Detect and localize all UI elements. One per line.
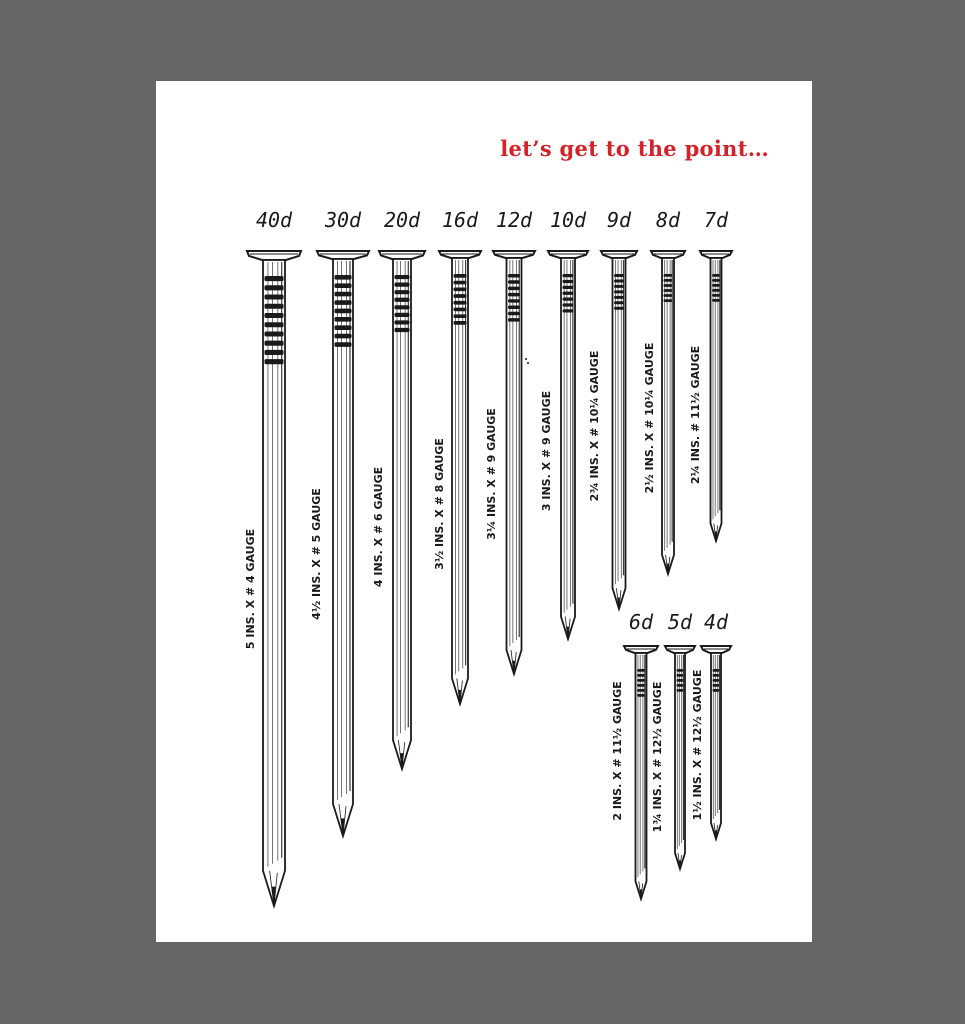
nail-groove — [664, 279, 673, 282]
nail-head — [247, 251, 301, 260]
nail-groove — [395, 275, 410, 279]
tagline: let’s get to the point… — [500, 136, 769, 161]
nail-12d — [485, 208, 535, 674]
nail-groove — [563, 303, 574, 306]
nail-10d — [540, 208, 588, 639]
nail-groove — [454, 274, 467, 278]
nail-groove — [265, 331, 284, 336]
nail-groove — [265, 285, 284, 290]
nail-size-label: 5d — [667, 610, 693, 634]
nail-spec-label: 1½ INS. X # 12½ GAUGE — [691, 669, 704, 821]
nail-groove — [563, 286, 574, 289]
nail-groove — [395, 320, 410, 324]
nail-groove — [664, 289, 673, 292]
nail-groove — [677, 674, 684, 677]
nail-groove — [454, 287, 467, 291]
nail-groove — [508, 293, 520, 296]
nail-size-label: 10d — [549, 208, 587, 232]
nail-7d — [689, 208, 732, 541]
nail-groove — [637, 669, 645, 672]
nail-groove — [563, 280, 574, 283]
nail-groove — [265, 276, 284, 281]
nail-groove — [395, 305, 410, 309]
nail-size-label: 30d — [324, 208, 362, 232]
nail-groove — [614, 274, 624, 277]
nail-groove — [265, 313, 284, 318]
nail-groove — [637, 679, 645, 682]
nail-groove — [664, 294, 673, 297]
nail-groove — [677, 684, 684, 687]
nail-groove — [265, 341, 284, 346]
nail-groove — [395, 283, 410, 287]
nail-groove — [508, 318, 520, 321]
nail-groove — [664, 274, 673, 277]
nail-groove — [335, 317, 352, 322]
nail-spec-label: 2¾ INS. X # 10¼ GAUGE — [588, 350, 601, 502]
nail-spec-label: 2¼ INS. # 11½ GAUGE — [689, 345, 702, 485]
nail-groove — [395, 328, 410, 332]
nail-groove — [335, 283, 352, 288]
nail-size-label: 6d — [628, 610, 654, 634]
nail-groove — [664, 284, 673, 287]
nail-groove — [712, 284, 720, 287]
nail-spec-label: 2½ INS. X # 10¼ GAUGE — [643, 342, 656, 494]
nail-groove — [335, 300, 352, 305]
nail-groove — [713, 689, 720, 692]
nail-30d — [310, 208, 369, 836]
nail-size-label: 16d — [441, 208, 479, 232]
nail-groove — [454, 281, 467, 285]
nail-groove — [637, 689, 645, 692]
nail-8d — [643, 208, 685, 574]
nail-groove — [454, 321, 467, 325]
nail-groove — [335, 275, 352, 280]
nail-groove — [508, 274, 520, 277]
nail-groove — [713, 679, 720, 682]
nail-groove — [637, 684, 645, 687]
nail-groove — [335, 325, 352, 330]
nail-groove — [395, 290, 410, 294]
nail-groove — [454, 301, 467, 305]
nail-groove — [508, 280, 520, 283]
nail-groove — [454, 314, 467, 318]
nail-groove — [712, 294, 720, 297]
nail-groove — [713, 669, 720, 672]
nail-groove — [614, 307, 624, 310]
nail-groove — [713, 684, 720, 687]
nail-groove — [614, 296, 624, 299]
nail-40d — [244, 208, 301, 906]
nail-spec-label: 3¼ INS. X # 9 GAUGE — [485, 408, 498, 540]
nail-spec-label: 5 INS. X # 4 GAUGE — [244, 528, 257, 650]
nail-groove — [265, 304, 284, 309]
nail-head — [317, 251, 369, 259]
nail-groove — [335, 309, 352, 314]
nail-4d — [691, 610, 731, 839]
nail-size-label: 20d — [383, 208, 421, 232]
nail-size-label: 7d — [703, 208, 729, 232]
nail-groove — [395, 313, 410, 317]
nail-20d — [372, 208, 425, 769]
nail-groove — [712, 289, 720, 292]
nail-groove — [713, 674, 720, 677]
nail-groove — [265, 359, 284, 364]
nail-groove — [637, 694, 645, 697]
nail-groove — [265, 294, 284, 299]
nail-groove — [712, 279, 720, 282]
nail-groove — [637, 674, 645, 677]
nail-groove — [664, 299, 673, 302]
nail-size-label: 4d — [703, 610, 729, 634]
nail-groove — [677, 669, 684, 672]
nail-groove — [508, 306, 520, 309]
nail-groove — [335, 292, 352, 297]
nail-spec-label: 3½ INS. X # 8 GAUGE — [433, 438, 446, 570]
nail-groove — [614, 279, 624, 282]
nail-groove — [563, 292, 574, 295]
nail-size-label: 40d — [255, 208, 293, 232]
nail-groove — [454, 294, 467, 298]
nail-groove — [265, 322, 284, 327]
nail-16d — [433, 208, 481, 704]
nail-groove — [395, 298, 410, 302]
nail-size-label: 8d — [655, 208, 681, 232]
nail-groove — [265, 350, 284, 355]
nail-groove — [614, 290, 624, 293]
nail-size-label: 9d — [606, 208, 632, 232]
nail-groove — [335, 334, 352, 339]
nail-groove — [677, 689, 684, 692]
nail-groove — [712, 299, 720, 302]
nail-groove — [563, 309, 574, 312]
nail-spec-label: 3 INS. X # 9 GAUGE — [540, 390, 553, 512]
nail-spec-label: 4½ INS. X # 5 GAUGE — [310, 488, 323, 620]
nail-spec-label: 1¾ INS. X # 12½ GAUGE — [651, 681, 664, 833]
nail-groove — [335, 342, 352, 347]
print-card — [156, 81, 812, 942]
nail-spec-label: 2 INS. X # 11½ GAUGE — [611, 681, 624, 821]
nail-groove — [454, 308, 467, 312]
nail-groove — [677, 679, 684, 682]
nail-groove — [563, 274, 574, 277]
nail-chart-illustration — [156, 81, 812, 942]
nail-groove — [563, 298, 574, 301]
nail-spec-label: 4 INS. X # 6 GAUGE — [372, 466, 385, 588]
nail-head — [379, 251, 425, 259]
nail-size-label: 12d — [495, 208, 533, 232]
nail-groove — [508, 312, 520, 315]
nail-groove — [614, 301, 624, 304]
nail-9d — [588, 208, 637, 609]
nail-groove — [712, 274, 720, 277]
nail-groove — [614, 285, 624, 288]
nail-groove — [508, 287, 520, 290]
nail-groove — [508, 299, 520, 302]
